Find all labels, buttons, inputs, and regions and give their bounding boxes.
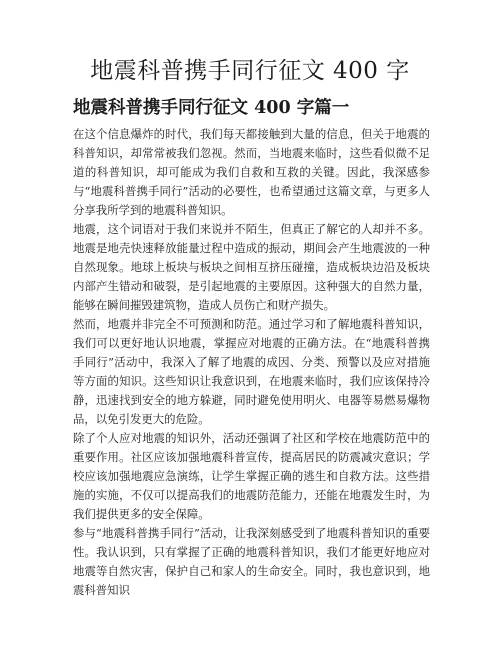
paragraph: 地震，这个词语对于我们来说并不陌生，但真正了解它的人却并不多。地震是地壳快速释放能量过程中造成的振动，期间会产生地震波的一种自然现象。地球上板块与板块之间相互挤压碰撞，造成板块边沿及板块内部产生错动和破裂，是引起地震的主要原因。这种强大的自然力量，能够在瞬间摧毁建筑物，造成人员伤亡和财产损失。: [73, 222, 430, 312]
essay-body: [73, 125, 430, 600]
paragraph: 在这个信息爆炸的时代，我们每天都接触到大量的信息，但关于地震的科普知识，却常常被我们忽视。然而，当地震来临时，这些看似微不足道的科普知识，却可能成为我们自救和互救的关键。因此，我深感参与“地震科普携手同行”活动的必要性，也希望通过这篇文章，与更多人分享我所学到的地震科普知识。: [73, 127, 430, 217]
paragraph: 参与“地震科普携手同行”活动，让我深刻感受到了地震科普知识的重要性。我认识到，只有掌握了正确的地震科普知识，我们才能更好地应对地震等自然灾害，保护自己和家人的生命安全。同时，我也意识到，地震科普知识: [73, 526, 430, 597]
paragraph: 除了个人应对地震的知识外，活动还强调了社区和学校在地震防范中的重要作用。社区应该加强地震科普宣传，提高居民的防震减灾意识；学校应该加强地震应急演练，让学生掌握正确的逃生和自救方法。这些措施的实施，不仅可以提高我们的地震防范能力，还能在地震发生时，为我们提供更多的安全保障。: [73, 431, 430, 521]
section-title: 地震科普携手同行征文 400 字篇一: [73, 98, 350, 118]
paragraph: 然而，地震并非完全不可预测和防范。通过学习和了解地震科普知识，我们可以更好地认识地震，掌握应对地震的正确方法。在“地震科普携手同行”活动中，我深入了解了地震的成因、分类、预警以及应对措施等方面的知识。这些知识让我意识到，在地震来临时，我们应该保持冷静，迅速找到安全的地方躲避，同时避免使用明火、电器等易燃易爆物品，以免引发更大的危险。: [73, 317, 430, 426]
document-title: 地震科普携手同行征文 400 字: [90, 58, 410, 84]
